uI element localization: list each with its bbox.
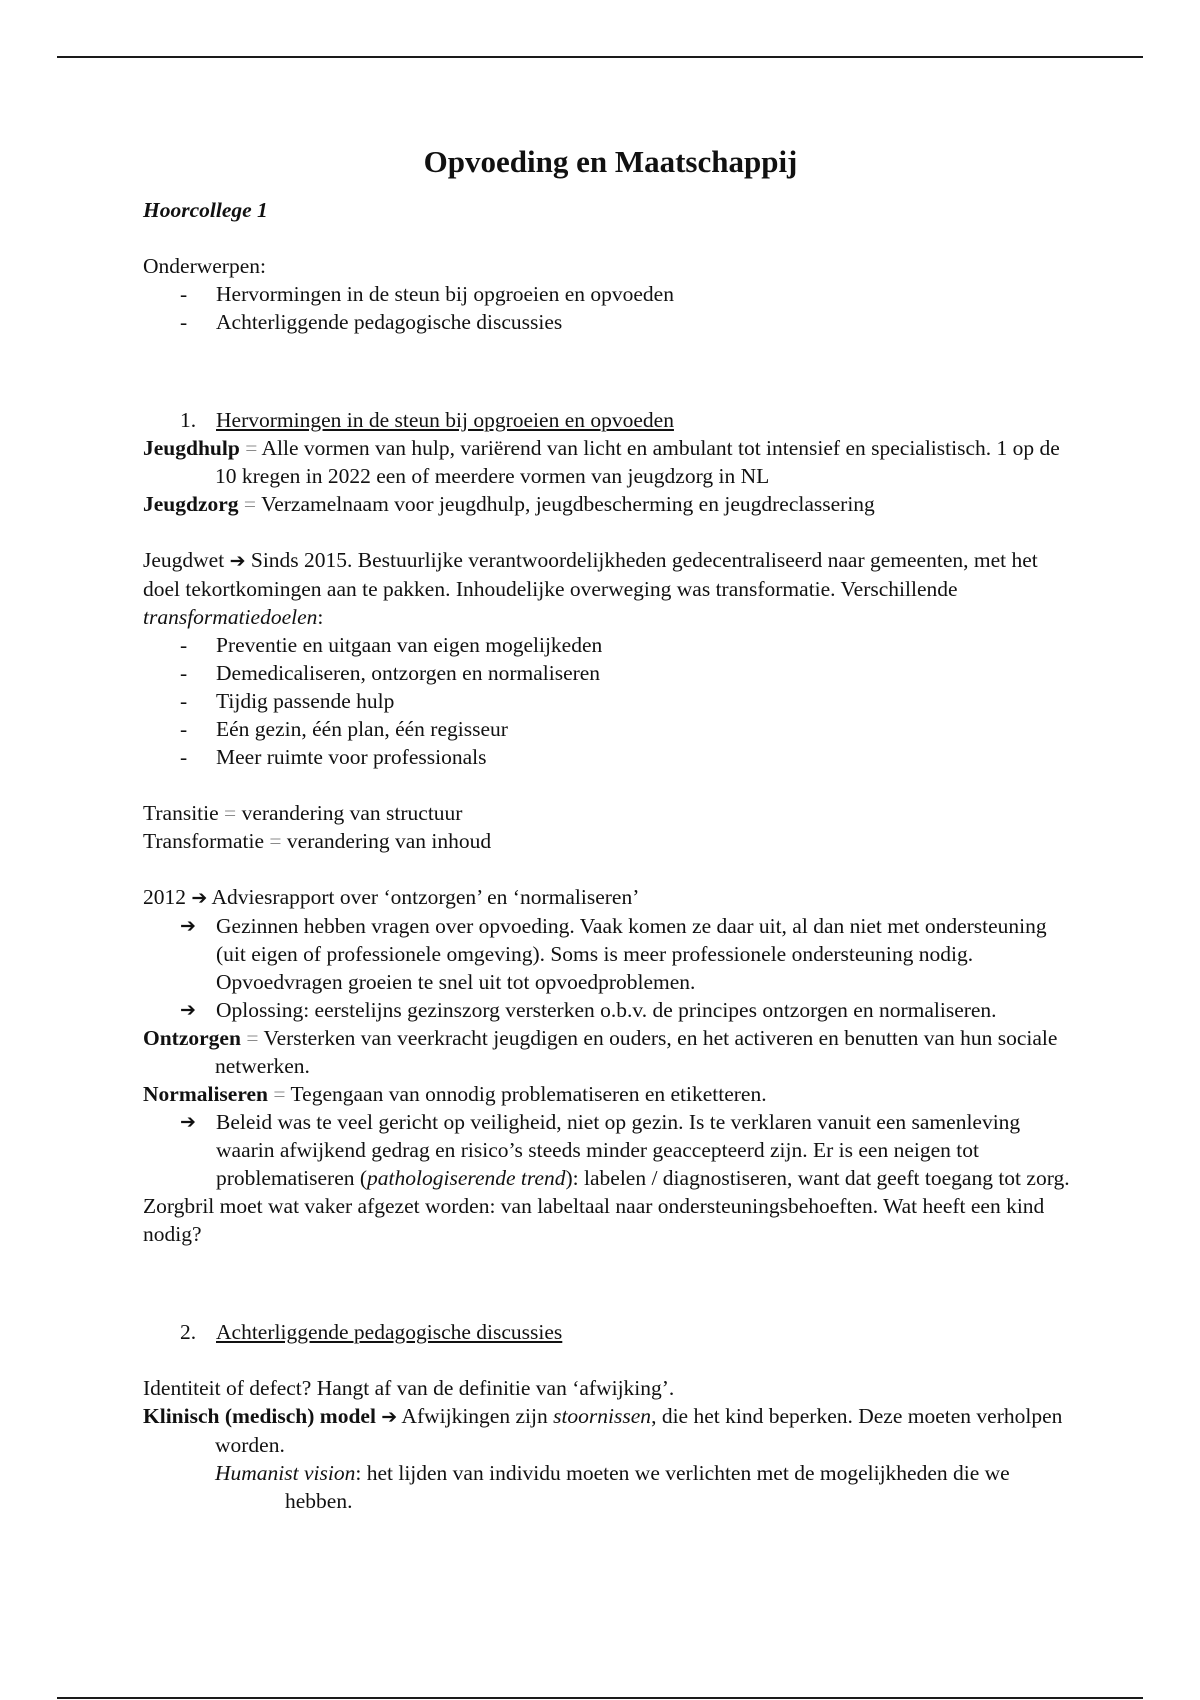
advies-point: ➔ Gezinnen hebben vragen over opvoeding. Vaak komen ze daar uit, al dan niet met ondersteuning (uit eigen of professionele omgeving). Soms is meer professionele ondersteuning nodig. Opvoedvragen groeien te snel uit tot opvoedproblemen. [180, 914, 1047, 994]
definition-ontzorgen: Ontzorgen = Versterken van veerkracht jeugdigen en ouders, en het activeren en benutten van hun sociale netwerken. [143, 1026, 1058, 1078]
goal-item: - Tijdig passende hulp [180, 689, 395, 713]
goals-list [143, 631, 1078, 771]
definition-transitie: Transitie = verandering van structuur [143, 801, 463, 825]
arrow-icon: ➔ [191, 887, 208, 909]
advies-paragraph: 2012 ➔ Adviesrapport over ‘ontzorgen’ en ‘normaliseren’ [143, 885, 640, 909]
goal-item: - Meer ruimte voor professionals [180, 745, 487, 769]
identiteit-paragraph: Identiteit of defect? Hangt af van de definitie van ‘afwijking’. [143, 1376, 675, 1400]
definition-klinisch-model: Klinisch (medisch) model ➔ Afwijkingen zijn stoornissen, die het kind beperken. Deze moeten verholpen worden. [143, 1404, 1063, 1457]
advies-point: ➔ Oplossing: eerstelijns gezinszorg versterken o.b.v. de principes ontzorgen en normaliseren. [180, 998, 997, 1022]
goal-item: - Eén gezin, één plan, één regisseur [180, 717, 508, 741]
topics-label: Onderwerpen: [143, 254, 266, 278]
arrow-icon: ➔ [381, 1406, 398, 1428]
beleid-point: ➔ Beleid was te veel gericht op veiligheid, niet op gezin. Is te verklaren vanuit een samenleving waarin afwijkend gedrag en risico’s steeds minder geaccepteerd zijn. Er is een neigen tot problematiseren (pathologiserende trend): labelen / diagnostiseren, want dat geeft toegang tot zorg. [180, 1110, 1070, 1190]
zorgbril-paragraph: Zorgbril moet wat vaker afgezet worden: van labeltaal naar ondersteuningsbehoeften. Wat heeft een kind nodig? [143, 1194, 1045, 1246]
footer-rule [57, 1697, 1143, 1699]
section-1-heading: 1. Hervormingen in de steun bij opgroeien en opvoeden [180, 408, 674, 432]
document-title: Opvoeding en Maatschappij [423, 144, 798, 179]
arrow-bullet-icon: ➔ [180, 915, 196, 937]
goal-item: - Preventie en uitgaan van eigen mogelijkeden [180, 633, 603, 657]
advies-points [143, 912, 1078, 1024]
goal-item: - Demedicaliseren, ontzorgen en normaliseren [180, 661, 601, 685]
definition-transformatie: Transformatie = verandering van inhoud [143, 829, 492, 853]
definition-jeugdzorg: Jeugdzorg = Verzamelnaam voor jeugdhulp, jeugdbescherming en jeugdreclassering [143, 492, 875, 516]
topic-item: - Hervormingen in de steun bij opgroeien en opvoeden [180, 282, 674, 306]
section-2-heading: 2. Achterliggende pedagogische discussies [180, 1320, 563, 1344]
arrow-icon: ➔ [229, 550, 246, 572]
normaliseren-points [143, 1108, 1078, 1192]
humanist-vision: Humanist vision: het lijden van individu moeten we verlichten met de mogelijkheden die we hebben. [215, 1461, 1010, 1513]
document-page [143, 142, 1078, 1515]
topic-item: - Achterliggende pedagogische discussies [180, 310, 563, 334]
arrow-bullet-icon: ➔ [180, 999, 196, 1021]
header-rule [57, 56, 1143, 58]
definition-jeugdhulp: Jeugdhulp = Alle vormen van hulp, variërend van licht en ambulant tot intensief en specialistisch. 1 op de 10 kregen in 2022 een of meerdere vormen van jeugdzorg in NL [143, 436, 1060, 488]
lecture-heading: Hoorcollege 1 [143, 198, 268, 222]
topics-list [143, 280, 1078, 336]
jeugdwet-paragraph: Jeugdwet ➔ Sinds 2015. Bestuurlijke verantwoordelijkheden gedecentraliseerd naar gemeenten, met het doel tekortkomingen aan te pakken. Inhoudelijke overweging was transformatie. Verschillende transformatiedoelen: [143, 548, 1038, 629]
definition-normaliseren: Normaliseren = Tegengaan van onnodig problematiseren en etiketteren. [143, 1082, 767, 1106]
arrow-bullet-icon: ➔ [180, 1111, 196, 1133]
